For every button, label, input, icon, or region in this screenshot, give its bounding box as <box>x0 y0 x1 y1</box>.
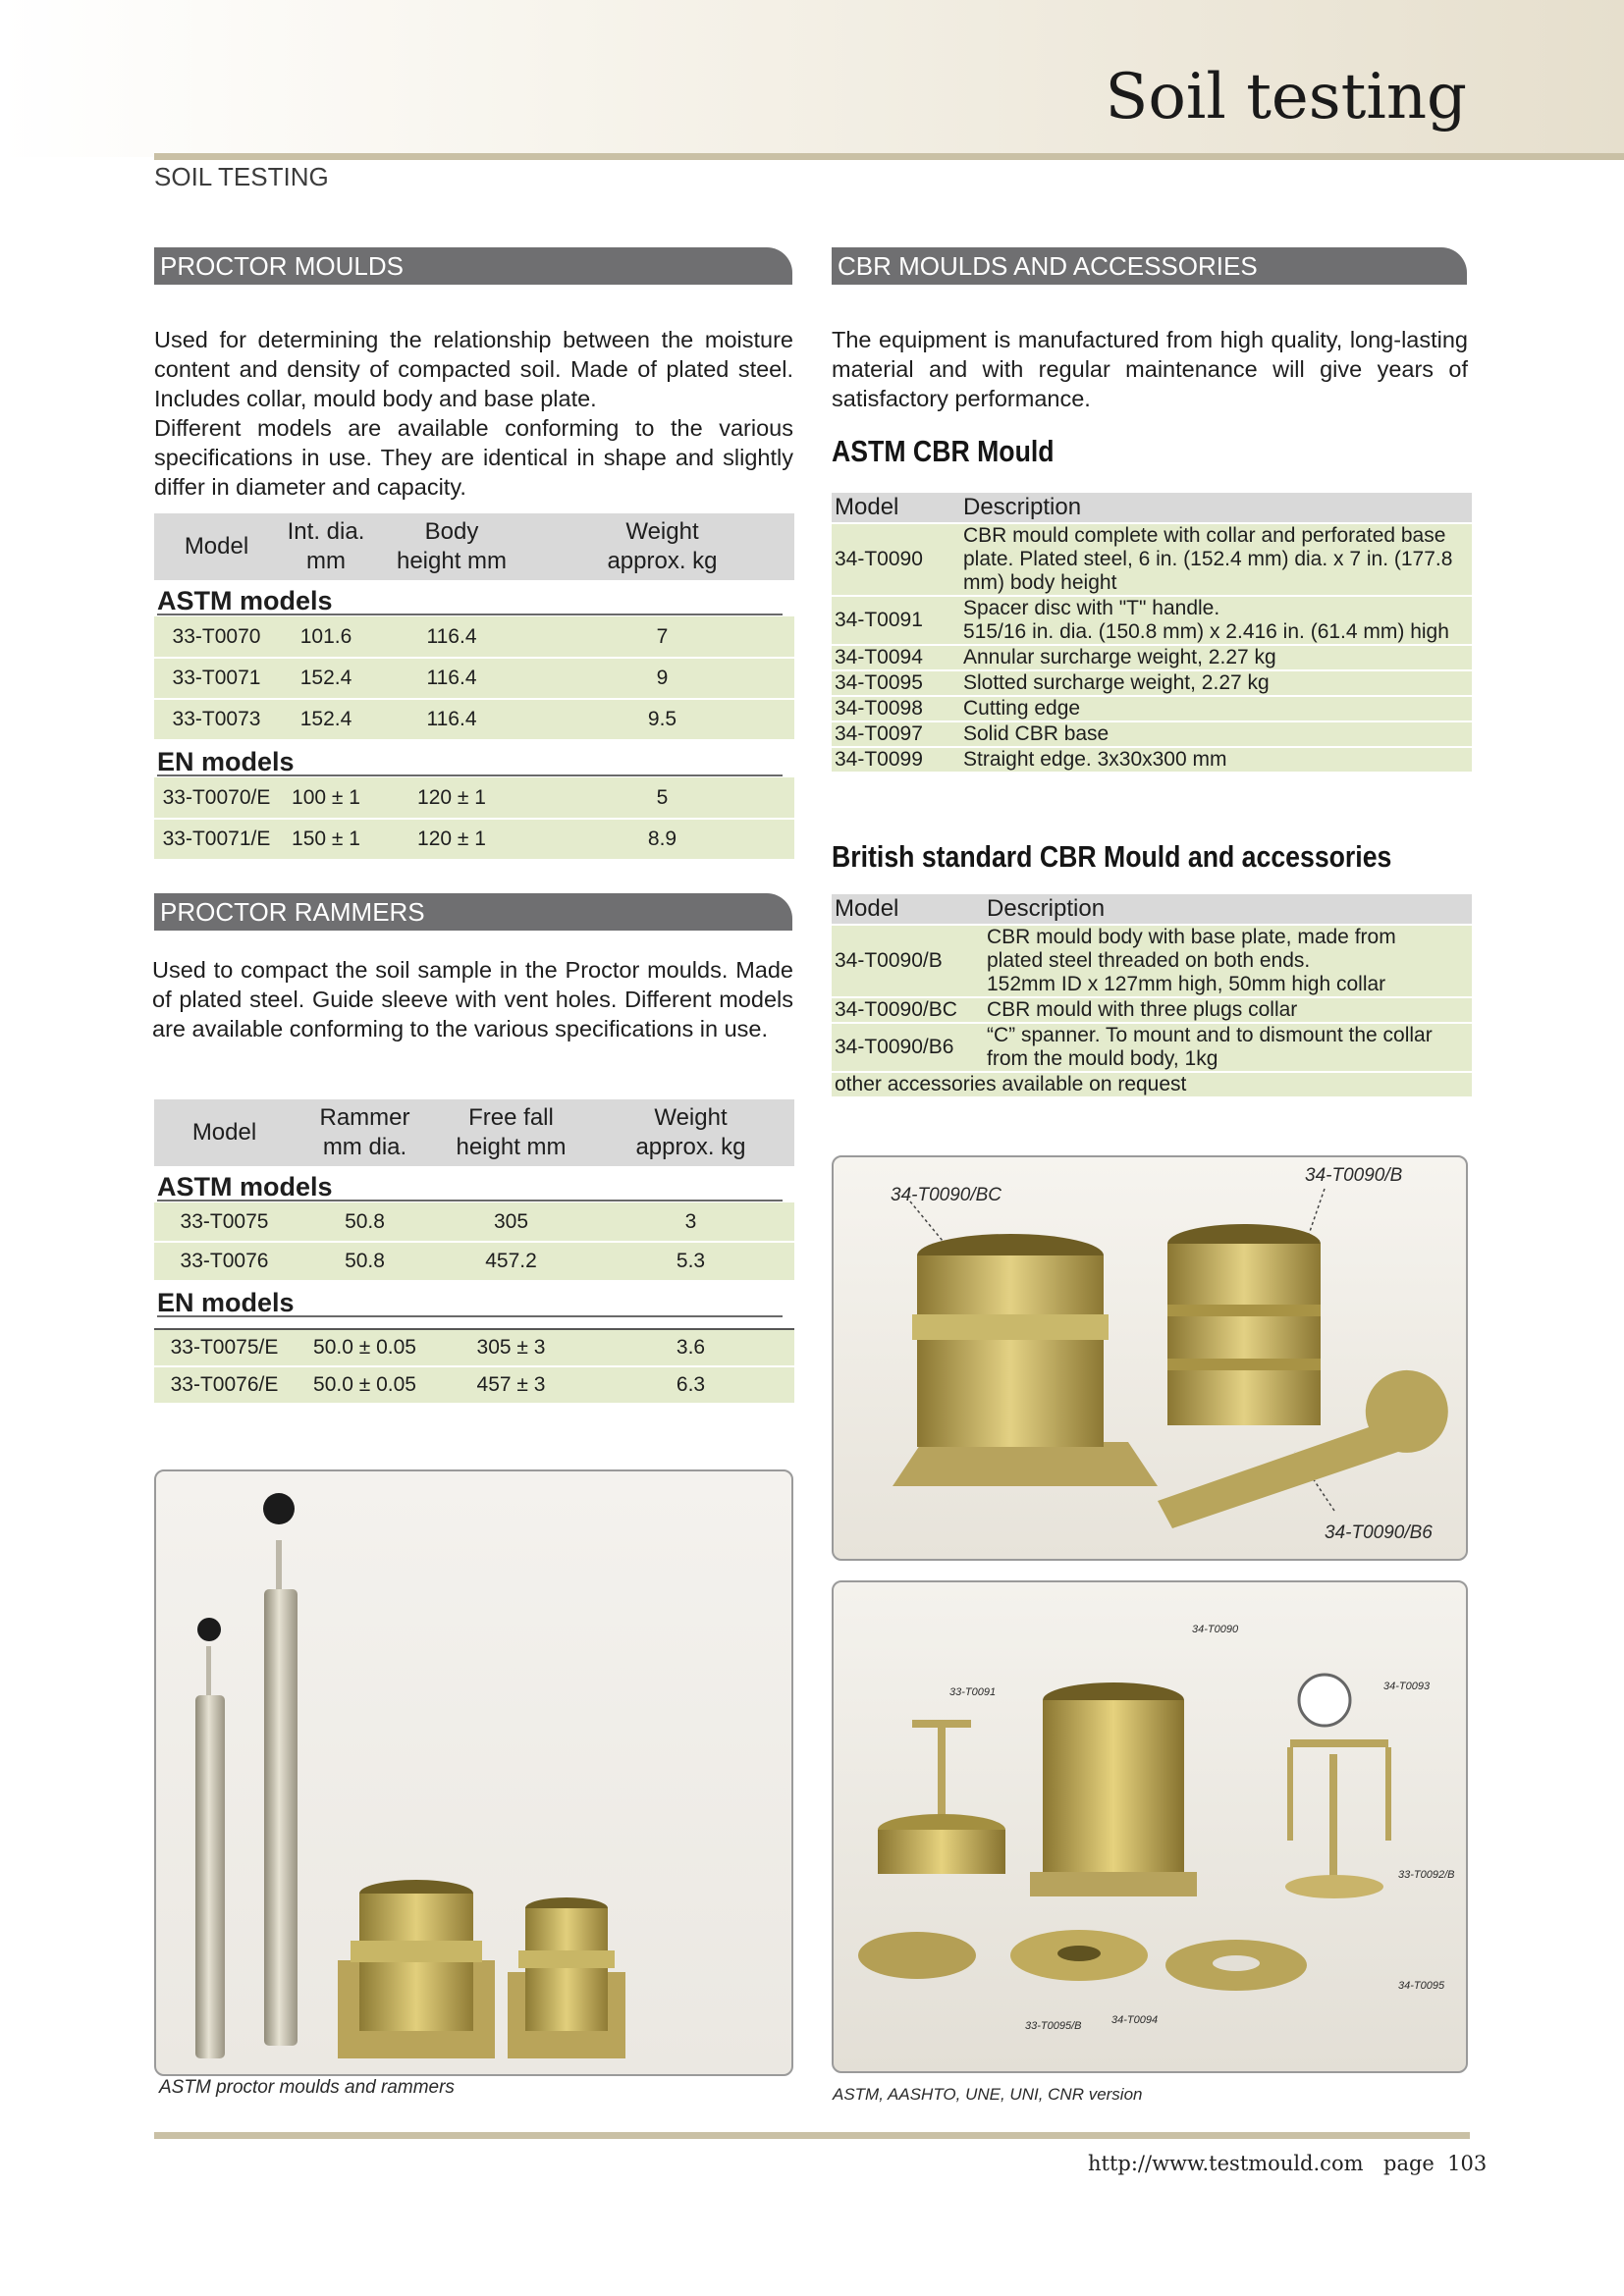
col-int-dia: Int. dia. mm <box>279 513 373 580</box>
col-model: Model <box>832 493 960 523</box>
cell-model: 34-T0090 <box>832 523 960 596</box>
cell-dia: 50.0 ± 0.05 <box>295 1329 435 1366</box>
cell-dia: 152.4 <box>279 658 373 699</box>
cell-weight: 3 <box>587 1202 794 1242</box>
col-description: Description <box>960 493 1472 523</box>
col-model: Model <box>832 894 984 925</box>
cell-model: 33-T0070/E <box>154 777 279 819</box>
col-weight: Weight approx. kg <box>530 513 794 580</box>
cell-fall: 305 ± 3 <box>435 1329 587 1366</box>
cell-model: 34-T0090/B <box>832 925 984 997</box>
callout-33-t0095-b: 33-T0095/B <box>1025 2020 1082 2032</box>
cell-description: CBR mould with three plugs collar <box>984 997 1472 1023</box>
proctor-moulds-table <box>154 513 794 861</box>
cell-model: 34-T0091 <box>832 596 960 645</box>
en-models-group <box>154 1281 794 1329</box>
table-row <box>832 670 1472 696</box>
table-row <box>832 1072 1472 1097</box>
cell-model: 33-T0076 <box>154 1242 295 1281</box>
cell-height: 120 ± 1 <box>373 777 530 819</box>
cell-model: 33-T0070 <box>154 616 279 658</box>
table-row <box>832 721 1472 747</box>
en-models-label: EN models <box>157 749 783 776</box>
col-model: Model <box>154 513 279 580</box>
table-header-row <box>832 894 1472 925</box>
accessories-note: other accessories available on request <box>832 1072 1472 1097</box>
en-models-label: EN models <box>157 1290 783 1317</box>
cell-weight: 9.5 <box>530 699 794 740</box>
astm-models-group <box>154 1166 794 1202</box>
table-row <box>832 997 1472 1023</box>
table-row <box>832 645 1472 670</box>
proctor-photo <box>154 1469 793 2076</box>
cell-description: Solid CBR base <box>960 721 1472 747</box>
table-row <box>154 777 794 819</box>
cell-weight: 8.9 <box>530 819 794 860</box>
table-row <box>832 523 1472 596</box>
proctor-moulds-paragraph-2: Different models are available conforming to the various specifications in use. They are identical in shape and slightly differ in diameter and capacity. <box>154 415 793 500</box>
callout-34-t0093: 34-T0093 <box>1383 1681 1431 1692</box>
en-models-group <box>154 740 794 777</box>
cell-description: CBR mould body with base plate, made from plated steel threaded on both ends. 152mm ID x 127mm high, 50mm high collar <box>984 925 1472 997</box>
table-row <box>154 819 794 860</box>
cell-description: CBR mould complete with collar and perforated base plate. Plated steel, 6 in. (152.4 mm) dia. x 7 in. (177.8 mm) body height <box>960 523 1472 596</box>
cell-model: 33-T0075/E <box>154 1329 295 1366</box>
cell-model: 34-T0098 <box>832 696 960 721</box>
cell-weight: 5 <box>530 777 794 819</box>
cell-description: Slotted surcharge weight, 2.27 kg <box>960 670 1472 696</box>
cell-model: 34-T0090/BC <box>832 997 984 1023</box>
british-cbr-table <box>832 894 1472 1098</box>
cell-model: 33-T0071 <box>154 658 279 699</box>
col-free-fall: Free fall height mm <box>435 1099 587 1166</box>
table-row <box>832 696 1472 721</box>
cell-model: 34-T0090/B6 <box>832 1023 984 1072</box>
callout-34-t0090-bc: 34-T0090/BC <box>891 1185 1002 1205</box>
astm-models-label: ASTM models <box>157 1174 783 1201</box>
cell-dia: 50.0 ± 0.05 <box>295 1366 435 1404</box>
astm-cbr-heading: ASTM CBR Mould <box>832 434 1055 468</box>
bs-cbr-illustration <box>834 1157 1468 1561</box>
proctor-rammers-description: Used to compact the soil sample in the Proctor moulds. Made of plated steel. Guide sleeve with vent holes. Different models are available conforming to the various specifications in use. <box>152 957 793 1041</box>
cell-model: 34-T0099 <box>832 747 960 773</box>
cell-fall: 457.2 <box>435 1242 587 1281</box>
cell-description: Straight edge. 3x30x300 mm <box>960 747 1472 773</box>
table-row <box>154 699 794 740</box>
callout-33-t0091: 33-T0091 <box>949 1686 997 1698</box>
callout-34-t0090: 34-T0090 <box>1192 1624 1239 1635</box>
astm-cbr-photo <box>832 1580 1468 2073</box>
cell-description: “C” spanner. To mount and to dismount the collar from the mould body, 1kg <box>984 1023 1472 1072</box>
table-row <box>832 925 1472 997</box>
cell-model: 34-T0097 <box>832 721 960 747</box>
cell-model: 33-T0073 <box>154 699 279 740</box>
cell-description: Cutting edge <box>960 696 1472 721</box>
page-title: Soil testing <box>1105 61 1467 133</box>
cell-dia: 100 ± 1 <box>279 777 373 819</box>
cell-height: 116.4 <box>373 699 530 740</box>
footer-url[interactable]: http://www.testmould.com <box>1088 2152 1364 2175</box>
table-row <box>832 596 1472 645</box>
col-weight: Weight approx. kg <box>587 1099 794 1166</box>
cell-description: Spacer disc with "T" handle. 515/16 in. dia. (150.8 mm) x 2.416 in. (61.4 mm) high <box>960 596 1472 645</box>
section-label: SOIL TESTING <box>154 162 329 191</box>
cell-dia: 150 ± 1 <box>279 819 373 860</box>
astm-cbr-table <box>832 493 1472 774</box>
astm-cbr-illustration <box>834 1582 1468 2073</box>
cell-height: 116.4 <box>373 616 530 658</box>
col-body-height: Body height mm <box>373 513 530 580</box>
cell-model: 34-T0094 <box>832 645 960 670</box>
cell-dia: 50.8 <box>295 1242 435 1281</box>
cell-fall: 305 <box>435 1202 587 1242</box>
cell-dia: 152.4 <box>279 699 373 740</box>
table-row <box>832 1023 1472 1072</box>
col-rammer-dia: Rammer mm dia. <box>295 1099 435 1166</box>
proctor-moulds-bar: PROCTOR MOULDS <box>154 247 792 285</box>
table-row <box>154 658 794 699</box>
callout-34-t0090-b: 34-T0090/B <box>1305 1165 1403 1186</box>
table-header-row <box>832 493 1472 523</box>
cell-weight: 6.3 <box>587 1366 794 1404</box>
table-row <box>154 1329 794 1366</box>
cell-weight: 3.6 <box>587 1329 794 1366</box>
cell-dia: 101.6 <box>279 616 373 658</box>
table-header-row <box>154 513 794 580</box>
cell-model: 33-T0076/E <box>154 1366 295 1404</box>
right-photo-caption: ASTM, AASHTO, UNE, UNI, CNR version <box>833 2085 1143 2104</box>
callout-33-t0092-b: 33-T0092/B <box>1398 1869 1455 1881</box>
footer-rule <box>154 2132 1470 2139</box>
callout-34-t0090-b6: 34-T0090/B6 <box>1325 1522 1433 1543</box>
cell-weight: 9 <box>530 658 794 699</box>
cell-description: Annular surcharge weight, 2.27 kg <box>960 645 1472 670</box>
cell-model: 33-T0071/E <box>154 819 279 860</box>
callout-34-t0095: 34-T0095 <box>1398 1980 1445 1992</box>
proctor-rammers-bar: PROCTOR RAMMERS <box>154 893 792 931</box>
table-row <box>832 747 1472 773</box>
table-row <box>154 1242 794 1281</box>
cell-height: 120 ± 1 <box>373 819 530 860</box>
proctor-moulds-description <box>154 325 793 502</box>
bs-cbr-photo <box>832 1155 1468 1561</box>
table-row <box>154 1202 794 1242</box>
col-model: Model <box>154 1099 295 1166</box>
header-rule <box>154 153 1624 160</box>
table-row <box>154 1366 794 1404</box>
col-description: Description <box>984 894 1472 925</box>
page-number: page 103 <box>1383 2152 1488 2175</box>
proctor-moulds-rammers-illustration <box>156 1471 793 2076</box>
table-header-row <box>154 1099 794 1166</box>
proctor-rammers-table <box>154 1099 794 1405</box>
cell-fall: 457 ± 3 <box>435 1366 587 1404</box>
cell-dia: 50.8 <box>295 1202 435 1242</box>
cell-height: 116.4 <box>373 658 530 699</box>
astm-models-label: ASTM models <box>157 588 783 615</box>
callout-34-t0094: 34-T0094 <box>1111 2014 1159 2026</box>
cbr-description: The equipment is manufactured from high quality, long-lasting material and with regular maintenance will give years of satisfactory performance. <box>832 327 1468 411</box>
cell-weight: 5.3 <box>587 1242 794 1281</box>
astm-models-group <box>154 580 794 616</box>
left-photo-caption: ASTM proctor moulds and rammers <box>159 2077 455 2098</box>
cell-model: 34-T0095 <box>832 670 960 696</box>
proctor-moulds-paragraph-1: Used for determining the relationship between the moisture content and density of compacted soil. Made of plated steel. Includes collar, mould body and base plate. <box>154 327 793 411</box>
table-row <box>154 616 794 658</box>
cbr-bar: CBR MOULDS AND ACCESSORIES <box>832 247 1467 285</box>
cell-model: 33-T0075 <box>154 1202 295 1242</box>
british-cbr-heading: British standard CBR Mould and accessories <box>832 839 1392 874</box>
cell-weight: 7 <box>530 616 794 658</box>
